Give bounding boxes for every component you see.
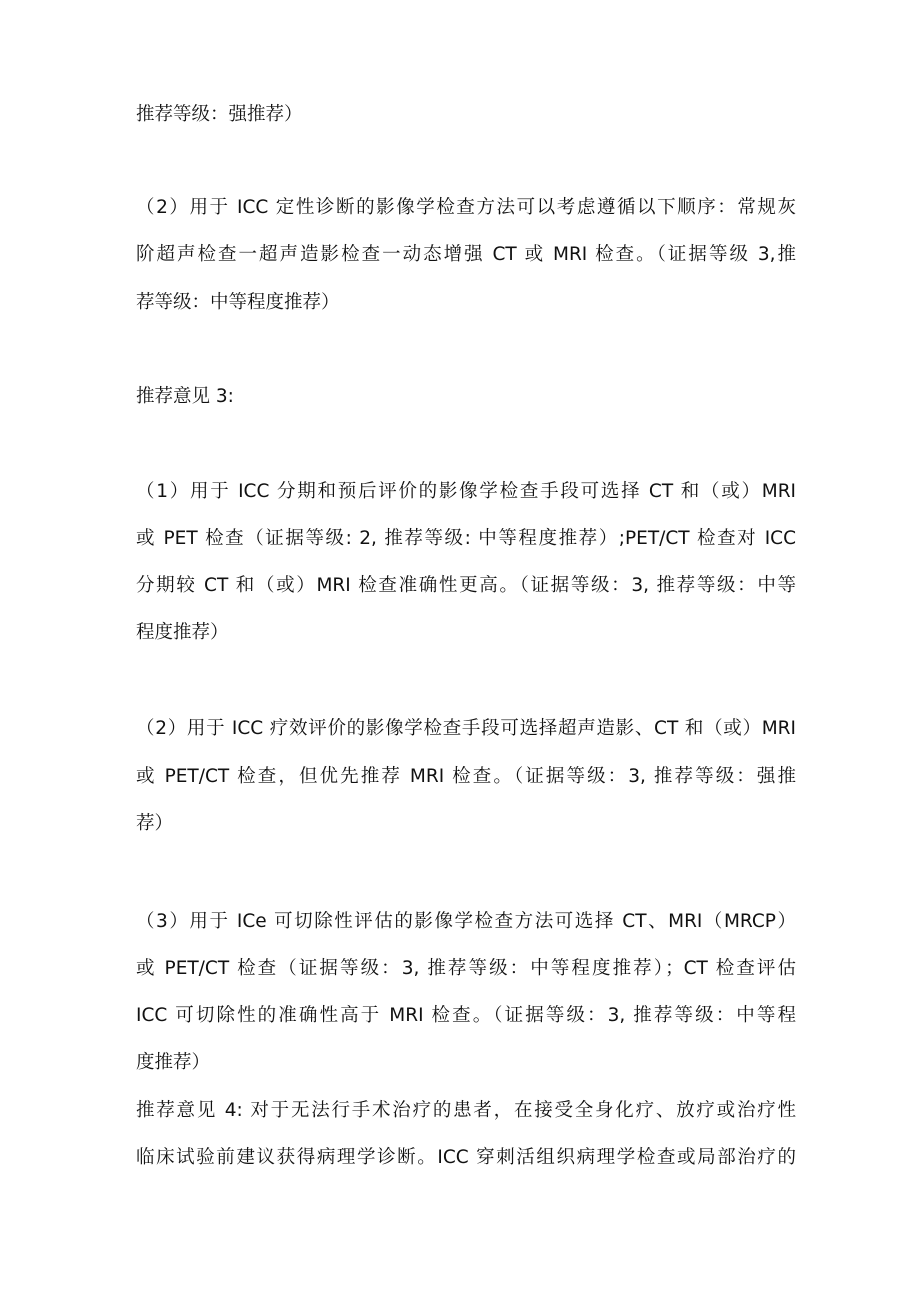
paragraph-6-line-3: ICC 可切除性的准确性高于 MRI 检查。（证据等级：3, 推荐等级：中等程 <box>136 1005 796 1026</box>
paragraph-2-line-2: 阶超声检查一超声造影检查一动态增强 CT 或 MRI 检查。（证据等级 3,推 <box>136 244 796 265</box>
paragraph-4-line-4: 程度推荐） <box>136 622 229 643</box>
paragraph-6-line-6: 临床试验前建议获得病理学诊断。ICC 穿刺活组织病理学检查或局部治疗的 <box>136 1147 796 1168</box>
paragraph-6-line-5: 推荐意见 4: 对于无法行手术治疗的患者，在接受全身化疗、放疗或治疗性 <box>136 1100 796 1121</box>
paragraph-6-line-1: （3）用于 ICe 可切除性评估的影像学检查方法可选择 CT、MRI（MRCP） <box>136 911 796 932</box>
paragraph-6-line-2: 或 PET/CT 检查（证据等级：3, 推荐等级：中等程度推荐）；CT 检查评估 <box>136 958 796 979</box>
paragraph-4-line-1: （1）用于 ICC 分期和预后评价的影像学检查手段可选择 CT 和（或）MRI <box>136 481 796 502</box>
paragraph-4-line-3: 分期较 CT 和（或）MRI 检查准确性更高。（证据等级：3, 推荐等级：中等 <box>136 575 796 596</box>
paragraph-6-line-4: 度推荐） <box>136 1052 211 1073</box>
paragraph-1-line-1: 推荐等级：强推荐） <box>136 104 303 125</box>
paragraph-2-line-3: 荐等级：中等程度推荐） <box>136 292 340 313</box>
paragraph-4-line-2: 或 PET 检查（证据等级: 2, 推荐等级: 中等程度推荐）;PET/CT 检查对 ICC <box>136 528 796 549</box>
paragraph-3-line-1: 推荐意见 3: <box>136 386 234 407</box>
paragraph-5-line-1: （2）用于 ICC 疗效评价的影像学检查手段可选择超声造影、CT 和（或）MRI <box>136 718 796 739</box>
paragraph-5-line-3: 荐） <box>136 813 174 834</box>
paragraph-5-line-2: 或 PET/CT 检查，但优先推荐 MRI 检查。（证据等级：3, 推荐等级：强推 <box>136 766 796 787</box>
paragraph-2-line-1: （2）用于 ICC 定性诊断的影像学检查方法可以考虑遵循以下顺序：常规灰 <box>136 197 796 218</box>
